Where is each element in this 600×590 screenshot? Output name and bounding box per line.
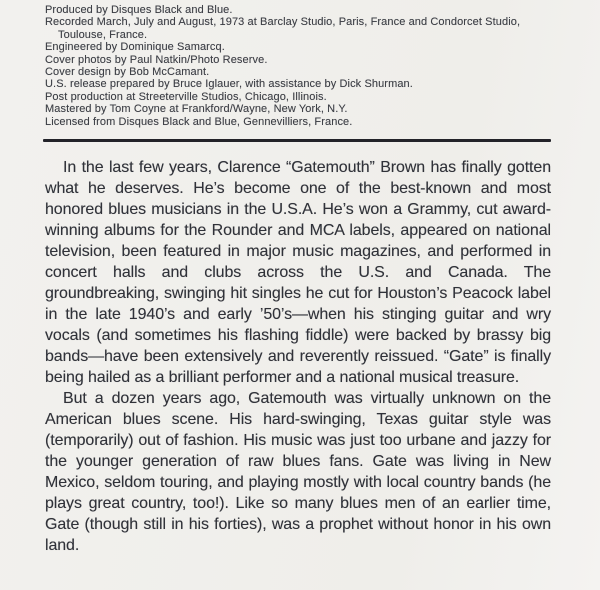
credit-line-recorded: Recorded March, July and August, 1973 at Barclay Studio, Paris, France and Condorcet Studio, Toulouse, France. [45,16,521,41]
credit-line-post-production: Post production at Streeterville Studios, Chicago, Illinois. [45,90,327,103]
credit-line-engineered: Engineered by Dominique Samarcq. [45,41,225,54]
credit-line-us-release: U.S. release prepared by Bruce Iglauer, with assistance by Dick Shurman. [45,78,413,91]
credit-line-cover-photos: Cover photos by Paul Natkin/Photo Reserve. [45,53,268,66]
credit-line-produced: Produced by Disques Black and Blue. [45,4,233,16]
credits-block [45,4,551,128]
paragraph-bio-1: In the last few years, Clarence “Gatemouth” Brown has finally gotten what he deserves. He’s become one of the best-known and most honored blues musicians in the U.S.A. He’s won a Grammy, cut award-winning albums for the Rounder and MCA labels, appeared on national television, been featured in major music magazines, and performed in concert halls and clubs across the U.S. and Canada. The groundbreaking, swinging hit singles he cut for Houston’s Peacock label in the late 1940’s and early ’50’s—when his stinging guitar and wry vocals (and sometimes his flashing fiddle) were backed by brassy big bands—have been extensively and reverently reissued. “Gate” is finally being hailed as a brilliant performer and a national musical treasure. [45,159,551,387]
section-divider-rule [43,139,551,142]
credit-line-licensed: Licensed from Disques Black and Blue, Gennevilliers, France. [45,115,353,128]
liner-notes-body [45,157,551,556]
paragraph-bio-2: But a dozen years ago, Gatemouth was virtually unknown on the American blues scene. His hard-swinging, Texas guitar style was (temporarily) out of fashion. His music was just too urbane and jazzy for the younger generation of raw blues fans. Gate was living in New Mexico, seldom touring, and playing mostly with local country bands (he plays great country, too!). Like so many blues men of an earlier time, Gate (though still in his forties), was a prophet without honor in his own land. [45,390,551,555]
credit-line-mastered: Mastered by Tom Coyne at Frankford/Wayne, New York, N.Y. [45,103,348,116]
credit-line-cover-design: Cover design by Bob McCamant. [45,66,210,79]
